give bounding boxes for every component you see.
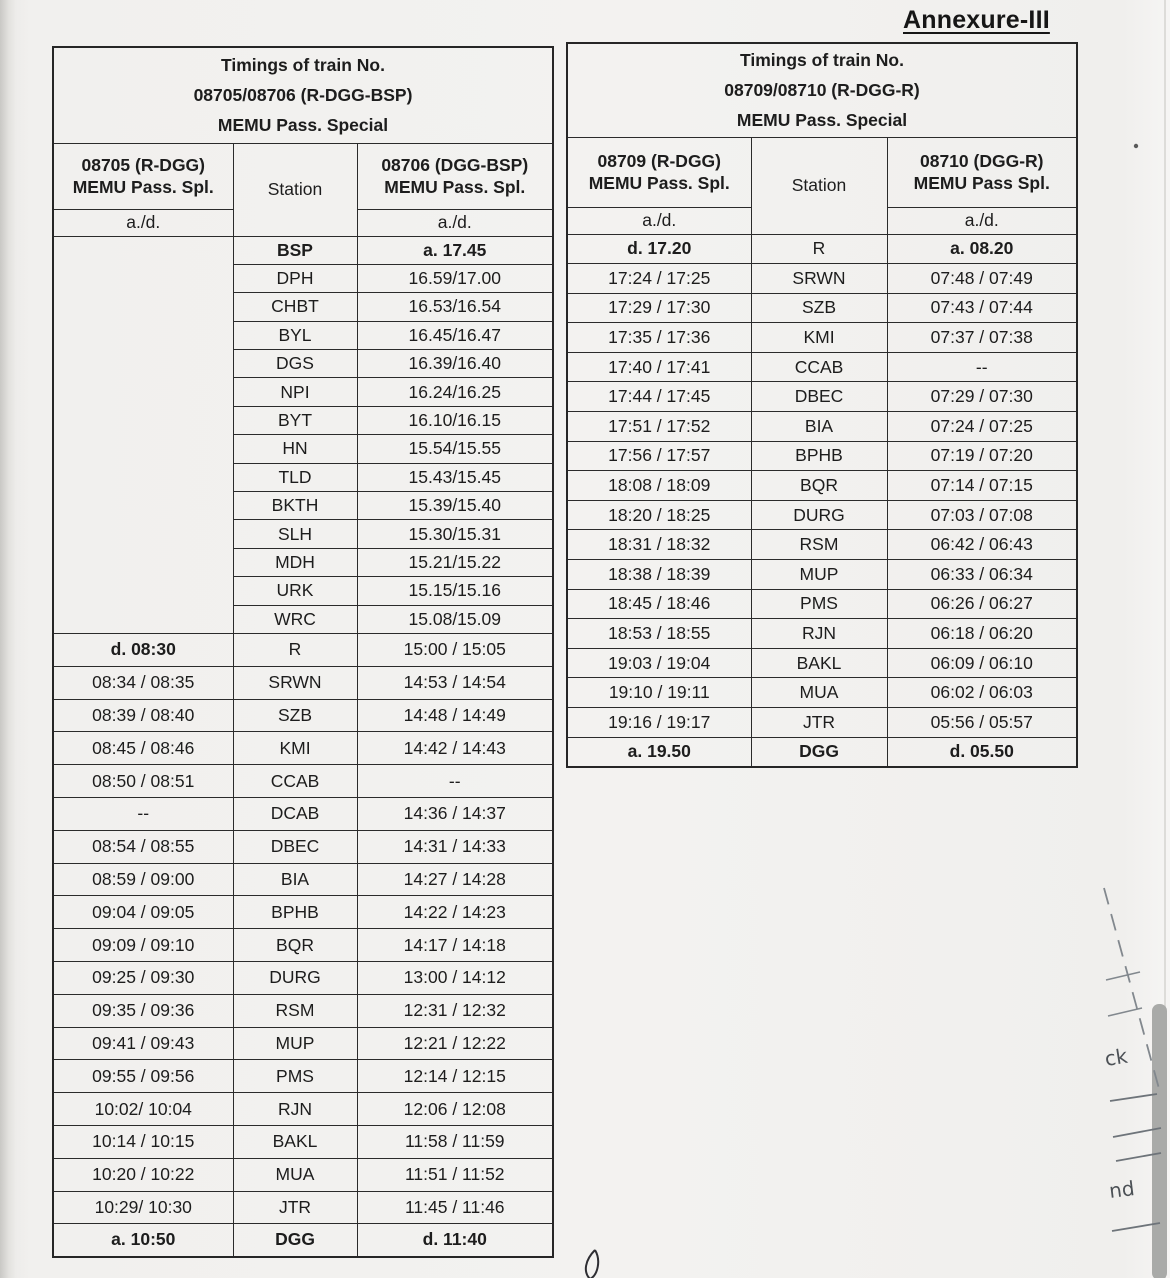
- handwritten-note-ck: ck: [1103, 1043, 1130, 1071]
- station-code-cell: NPI: [233, 378, 357, 406]
- up-train-time-cell: 15.30/15.31: [357, 520, 553, 548]
- down-train-time-cell: 10:20 / 10:22: [53, 1158, 233, 1191]
- up-train-time-cell: 16.39/16.40: [357, 350, 553, 378]
- station-code-cell: BIA: [233, 863, 357, 896]
- up-train-time-cell: 07:43 / 07:44: [887, 293, 1077, 323]
- annexure-label: Annexure-III: [903, 6, 1050, 34]
- timetable-row: [567, 678, 1077, 708]
- title-line-1: Timings of train No.: [221, 55, 385, 76]
- pencil-line: [1112, 1223, 1160, 1231]
- timetable-row: [53, 765, 553, 798]
- title-line-3: MEMU Pass. Special: [217, 115, 389, 136]
- down-train-time-cell: 08:59 / 09:00: [53, 863, 233, 896]
- up-train-time-cell: 16.59/17.00: [357, 264, 553, 292]
- station-code-cell: R: [233, 633, 357, 666]
- down-train-time-cell: 10:14 / 10:15: [53, 1125, 233, 1158]
- timetable-08709-08710: [566, 42, 1078, 768]
- train-number: 08709 (R-DGG): [597, 151, 721, 171]
- timetable-row: [53, 1125, 553, 1158]
- pencil-tick: [1106, 972, 1140, 980]
- train-type: MEMU Pass. Spl.: [384, 177, 526, 197]
- up-train-time-cell: 07:48 / 07:49: [887, 264, 1077, 294]
- down-train-time-cell: 10:02/ 10:04: [53, 1093, 233, 1126]
- timetable-row: [53, 797, 553, 830]
- up-train-time-cell: 14:27 / 14:28: [357, 863, 553, 896]
- timetable-row: [567, 441, 1077, 471]
- title-line-3: MEMU Pass. Special: [736, 110, 908, 131]
- down-train-time-cell: 08:39 / 08:40: [53, 699, 233, 732]
- up-train-time-cell: d. 11:40: [357, 1224, 553, 1257]
- up-train-time-cell: 12:14 / 12:15: [357, 1060, 553, 1093]
- timetable-row: [567, 530, 1077, 560]
- up-train-time-cell: 11:51 / 11:52: [357, 1158, 553, 1191]
- station-code-cell: MUA: [751, 678, 887, 708]
- ad-label: a./d.: [53, 209, 233, 236]
- down-train-time-cell: 08:54 / 08:55: [53, 830, 233, 863]
- timetable-row: [53, 896, 553, 929]
- down-train-time-cell: 17:56 / 17:57: [567, 441, 751, 471]
- timetable-row: [567, 323, 1077, 353]
- down-train-time-cell: [53, 236, 233, 633]
- station-code-cell: MUP: [233, 1027, 357, 1060]
- timetable-row: [567, 352, 1077, 382]
- up-train-time-cell: 15.43/15.45: [357, 463, 553, 491]
- station-code-cell: SRWN: [751, 264, 887, 294]
- timetable-row: [53, 830, 553, 863]
- up-train-time-cell: 15.54/15.55: [357, 435, 553, 463]
- station-code-cell: WRC: [233, 605, 357, 633]
- column-header-row: [53, 143, 553, 209]
- station-code-cell: DBEC: [751, 382, 887, 412]
- handwritten-note-nd: nd: [1107, 1176, 1136, 1203]
- timetable-row: [567, 560, 1077, 590]
- pencil-diagonal-line: [1104, 888, 1161, 1096]
- timetable-row: [567, 619, 1077, 649]
- timetable-row: [53, 633, 553, 666]
- station-code-cell: BYL: [233, 321, 357, 349]
- scan-right-edge-line: [1164, 0, 1166, 1278]
- station-code-cell: MUA: [233, 1158, 357, 1191]
- timetable-row: [53, 1191, 553, 1224]
- station-code-cell: BAKL: [233, 1125, 357, 1158]
- station-code-cell: URK: [233, 577, 357, 605]
- timetable-row: [567, 234, 1077, 264]
- up-train-time-cell: d. 05.50: [887, 737, 1077, 767]
- ad-label: a./d.: [357, 209, 553, 236]
- pen-stroke-mark: [586, 1250, 598, 1278]
- up-train-time-cell: 14:17 / 14:18: [357, 929, 553, 962]
- up-train-time-cell: 11:45 / 11:46: [357, 1191, 553, 1224]
- train-08705-header: [53, 143, 233, 209]
- up-train-time-cell: 12:21 / 12:22: [357, 1027, 553, 1060]
- up-train-time-cell: 14:48 / 14:49: [357, 699, 553, 732]
- station-code-cell: KMI: [233, 732, 357, 765]
- down-train-time-cell: 18:53 / 18:55: [567, 619, 751, 649]
- station-code-cell: DCAB: [233, 797, 357, 830]
- station-code-cell: CCAB: [233, 765, 357, 798]
- station-code-cell: BPHB: [751, 441, 887, 471]
- up-train-time-cell: 13:00 / 14:12: [357, 961, 553, 994]
- train-type: MEMU Pass Spl.: [913, 173, 1050, 193]
- down-train-time-cell: 09:41 / 09:43: [53, 1027, 233, 1060]
- station-code-cell: DGG: [751, 737, 887, 767]
- left-table-body: [53, 236, 553, 1257]
- timetable-row: [567, 708, 1077, 738]
- timetable-row: [53, 1027, 553, 1060]
- down-train-time-cell: 17:44 / 17:45: [567, 382, 751, 412]
- train-08706-header: [357, 143, 553, 209]
- table-title-row: [53, 47, 553, 143]
- down-train-time-cell: 18:38 / 18:39: [567, 560, 751, 590]
- station-code-cell: TLD: [233, 463, 357, 491]
- station-code-cell: R: [751, 234, 887, 264]
- right-table-body: [567, 234, 1077, 767]
- timetable-row: [53, 929, 553, 962]
- down-train-time-cell: a. 10:50: [53, 1224, 233, 1257]
- up-train-time-cell: 07:29 / 07:30: [887, 382, 1077, 412]
- train-type: MEMU Pass. Spl.: [72, 177, 214, 197]
- station-code-cell: SRWN: [233, 666, 357, 699]
- up-train-time-cell: 06:33 / 06:34: [887, 560, 1077, 590]
- station-code-cell: RSM: [751, 530, 887, 560]
- up-train-time-cell: 05:56 / 05:57: [887, 708, 1077, 738]
- down-train-time-cell: 09:35 / 09:36: [53, 994, 233, 1027]
- station-code-cell: MUP: [751, 560, 887, 590]
- up-train-time-cell: 14:42 / 14:43: [357, 732, 553, 765]
- down-train-time-cell: d. 17.20: [567, 234, 751, 264]
- up-train-time-cell: 06:09 / 06:10: [887, 648, 1077, 678]
- up-train-time-cell: 16.10/16.15: [357, 406, 553, 434]
- station-column-header: Station: [751, 137, 887, 234]
- up-train-time-cell: 14:36 / 14:37: [357, 797, 553, 830]
- station-code-cell: DPH: [233, 264, 357, 292]
- timetable-row: [53, 1060, 553, 1093]
- station-code-cell: KMI: [751, 323, 887, 353]
- timetable-row: [53, 666, 553, 699]
- timetable-row: [53, 863, 553, 896]
- station-code-cell: DGS: [233, 350, 357, 378]
- up-train-time-cell: 15.21/15.22: [357, 548, 553, 576]
- up-train-time-cell: 07:19 / 07:20: [887, 441, 1077, 471]
- station-code-cell: BQR: [233, 929, 357, 962]
- up-train-time-cell: 11:58 / 11:59: [357, 1125, 553, 1158]
- timetable-row: [567, 293, 1077, 323]
- timetable-row: [53, 1093, 553, 1126]
- station-code-cell: MDH: [233, 548, 357, 576]
- down-train-time-cell: 17:29 / 17:30: [567, 293, 751, 323]
- up-train-time-cell: 12:06 / 12:08: [357, 1093, 553, 1126]
- scan-left-edge-shadow: [0, 0, 16, 1278]
- station-code-cell: SLH: [233, 520, 357, 548]
- station-code-cell: BIA: [751, 412, 887, 442]
- station-code-cell: SZB: [233, 699, 357, 732]
- up-train-time-cell: 15.39/15.40: [357, 492, 553, 520]
- down-train-time-cell: 08:45 / 08:46: [53, 732, 233, 765]
- timetable-row: [53, 732, 553, 765]
- station-code-cell: PMS: [751, 589, 887, 619]
- station-code-cell: BAKL: [751, 648, 887, 678]
- up-train-time-cell: 16.24/16.25: [357, 378, 553, 406]
- up-train-time-cell: 16.53/16.54: [357, 293, 553, 321]
- up-train-time-cell: 06:02 / 06:03: [887, 678, 1077, 708]
- station-code-cell: BQR: [751, 471, 887, 501]
- down-train-time-cell: 17:40 / 17:41: [567, 352, 751, 382]
- train-type: MEMU Pass. Spl.: [588, 173, 730, 193]
- station-code-cell: JTR: [751, 708, 887, 738]
- up-train-time-cell: 16.45/16.47: [357, 321, 553, 349]
- column-header-row: [567, 137, 1077, 207]
- down-train-time-cell: 17:51 / 17:52: [567, 412, 751, 442]
- up-train-time-cell: 07:14 / 07:15: [887, 471, 1077, 501]
- train-number: 08710 (DGG-R): [919, 151, 1044, 171]
- up-train-time-cell: 07:24 / 07:25: [887, 412, 1077, 442]
- title-line-1: Timings of train No.: [740, 50, 904, 71]
- down-train-time-cell: 19:10 / 19:11: [567, 678, 751, 708]
- station-code-cell: SZB: [751, 293, 887, 323]
- up-train-time-cell: 15:00 / 15:05: [357, 633, 553, 666]
- up-train-time-cell: --: [887, 352, 1077, 382]
- timetable-08705-08706: [52, 46, 554, 1258]
- train-number: 08706 (DGG-BSP): [381, 155, 529, 175]
- station-code-cell: BYT: [233, 406, 357, 434]
- up-train-time-cell: 15.08/15.09: [357, 605, 553, 633]
- up-train-time-cell: 06:42 / 06:43: [887, 530, 1077, 560]
- station-code-cell: PMS: [233, 1060, 357, 1093]
- station-code-cell: DURG: [233, 961, 357, 994]
- station-code-cell: BPHB: [233, 896, 357, 929]
- station-code-cell: HN: [233, 435, 357, 463]
- down-train-time-cell: 18:20 / 18:25: [567, 500, 751, 530]
- down-train-time-cell: 08:34 / 08:35: [53, 666, 233, 699]
- station-code-cell: DGG: [233, 1224, 357, 1257]
- timetable-row: [53, 1224, 553, 1257]
- pencil-line: [1110, 1094, 1157, 1101]
- station-code-cell: CCAB: [751, 352, 887, 382]
- up-train-time-cell: 06:18 / 06:20: [887, 619, 1077, 649]
- down-train-time-cell: --: [53, 797, 233, 830]
- down-train-time-cell: d. 08:30: [53, 633, 233, 666]
- up-train-time-cell: 14:22 / 14:23: [357, 896, 553, 929]
- timetable-row: [567, 500, 1077, 530]
- table-title-row: [567, 43, 1077, 137]
- timetable-row: [567, 737, 1077, 767]
- right-table-title: [567, 43, 1077, 137]
- up-train-time-cell: 14:53 / 14:54: [357, 666, 553, 699]
- pencil-line: [1113, 1128, 1161, 1137]
- up-train-time-cell: --: [357, 765, 553, 798]
- station-code-cell: JTR: [233, 1191, 357, 1224]
- down-train-time-cell: 19:03 / 19:04: [567, 648, 751, 678]
- up-train-time-cell: 15.15/15.16: [357, 577, 553, 605]
- train-number: 08705 (R-DGG): [81, 155, 205, 175]
- pencil-tick: [1108, 1008, 1142, 1016]
- down-train-time-cell: 18:08 / 18:09: [567, 471, 751, 501]
- timetable-row: [53, 1158, 553, 1191]
- left-table-title: [53, 47, 553, 143]
- down-train-time-cell: 09:04 / 09:05: [53, 896, 233, 929]
- station-code-cell: BSP: [233, 236, 357, 264]
- up-train-time-cell: 06:26 / 06:27: [887, 589, 1077, 619]
- timetable-row: [567, 382, 1077, 412]
- down-train-time-cell: a. 19.50: [567, 737, 751, 767]
- down-train-time-cell: 17:24 / 17:25: [567, 264, 751, 294]
- up-train-time-cell: 07:03 / 07:08: [887, 500, 1077, 530]
- down-train-time-cell: 09:09 / 09:10: [53, 929, 233, 962]
- down-train-time-cell: 10:29/ 10:30: [53, 1191, 233, 1224]
- timetable-row: [567, 471, 1077, 501]
- timetable-row: [567, 412, 1077, 442]
- train-08709-header: [567, 137, 751, 207]
- up-train-time-cell: 07:37 / 07:38: [887, 323, 1077, 353]
- title-line-2: 08705/08706 (R-DGG-BSP): [193, 85, 413, 106]
- down-train-time-cell: 17:35 / 17:36: [567, 323, 751, 353]
- down-train-time-cell: 19:16 / 19:17: [567, 708, 751, 738]
- station-code-cell: DBEC: [233, 830, 357, 863]
- station-code-cell: BKTH: [233, 492, 357, 520]
- title-line-2: 08709/08710 (R-DGG-R): [724, 80, 920, 101]
- ad-label: a./d.: [887, 207, 1077, 234]
- timetable-row: [53, 994, 553, 1027]
- station-code-cell: RJN: [751, 619, 887, 649]
- station-code-cell: CHBT: [233, 293, 357, 321]
- station-code-cell: RSM: [233, 994, 357, 1027]
- ink-speck: [1134, 144, 1138, 148]
- station-code-cell: DURG: [751, 500, 887, 530]
- train-08710-header: [887, 137, 1077, 207]
- down-train-time-cell: 18:45 / 18:46: [567, 589, 751, 619]
- down-train-time-cell: 09:25 / 09:30: [53, 961, 233, 994]
- station-column-header: Station: [233, 143, 357, 236]
- timetable-row: [53, 236, 553, 264]
- up-train-time-cell: 14:31 / 14:33: [357, 830, 553, 863]
- down-train-time-cell: 18:31 / 18:32: [567, 530, 751, 560]
- timetable-row: [567, 648, 1077, 678]
- up-train-time-cell: a. 08.20: [887, 234, 1077, 264]
- down-train-time-cell: 09:55 / 09:56: [53, 1060, 233, 1093]
- up-train-time-cell: 12:31 / 12:32: [357, 994, 553, 1027]
- timetable-row: [53, 699, 553, 732]
- down-train-time-cell: 08:50 / 08:51: [53, 765, 233, 798]
- ad-label: a./d.: [567, 207, 751, 234]
- station-code-cell: RJN: [233, 1093, 357, 1126]
- pencil-line: [1116, 1153, 1161, 1161]
- timetable-row: [567, 264, 1077, 294]
- timetable-row: [567, 589, 1077, 619]
- timetable-row: [53, 961, 553, 994]
- up-train-time-cell: a. 17.45: [357, 236, 553, 264]
